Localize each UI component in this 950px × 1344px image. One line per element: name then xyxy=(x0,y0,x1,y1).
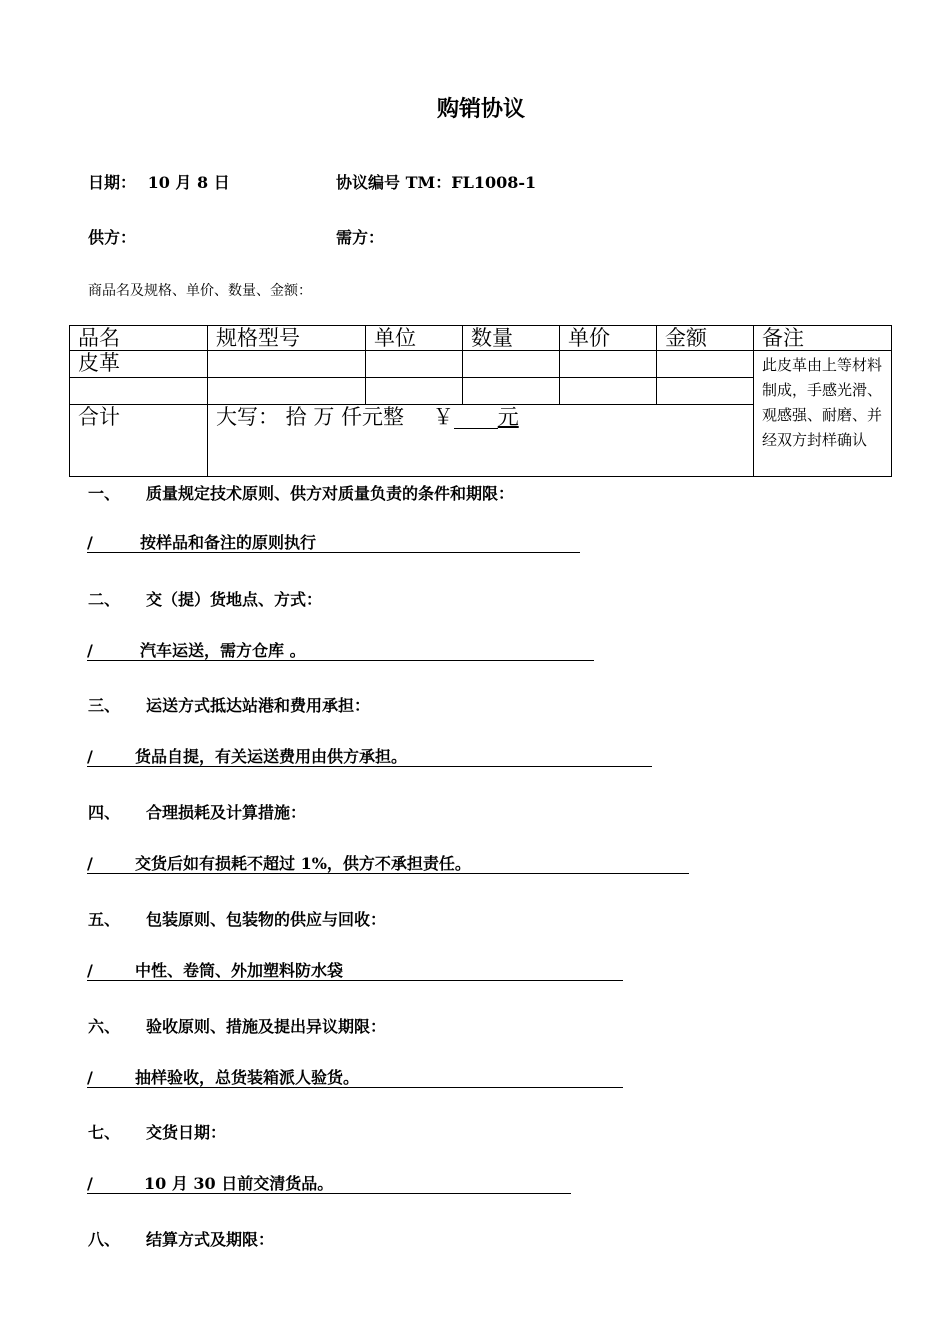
clause-6-answer: / 抽样验收，总货装箱派人验货。 xyxy=(87,1065,623,1088)
goods-intro: 商品名及规格、单价、数量、金额： xyxy=(88,283,312,299)
table-header-row xyxy=(70,326,892,351)
clause-4-title: 四、 合理损耗及计算措施： xyxy=(88,803,307,822)
clause-2-answer: / 汽车运送，需方仓库 。 xyxy=(87,638,594,661)
agreement-number-value: FL1008-1 xyxy=(451,173,537,192)
table-cell xyxy=(560,351,657,378)
currency-unit: 元 xyxy=(497,405,519,429)
clause-1-answer: / 按样品和备注的原则执行 xyxy=(87,530,580,553)
table-cell xyxy=(366,378,463,405)
clause-1-title: 一、 质量规定技术原则、供方对质量负责的条件和期限： xyxy=(88,484,515,503)
clause-3-title: 三、 运送方式抵达站港和费用承担： xyxy=(88,696,371,715)
table-cell xyxy=(560,378,657,405)
total-amount-words: 大写： 拾 万 仟元整 xyxy=(216,405,405,429)
total-amount-cell xyxy=(208,405,754,477)
buyer-label: 需方： xyxy=(336,228,385,247)
document-title: 购销协议 xyxy=(436,96,525,122)
clause-2-title: 二、 交（提）货地点、方式： xyxy=(88,590,323,609)
clause-5-title: 五、 包装原则、包装物的供应与回收： xyxy=(88,910,387,929)
header-cell-spec: 规格型号 xyxy=(208,326,366,351)
clause-5-answer: / 中性、卷筒、外加塑料防水袋 xyxy=(87,958,623,981)
table-cell xyxy=(208,351,366,378)
table-row xyxy=(70,351,892,378)
header-cell-quantity: 数量 xyxy=(463,326,560,351)
header-cell-name: 品名 xyxy=(70,326,208,351)
table-cell xyxy=(70,378,208,405)
table-cell: 皮革 xyxy=(70,351,208,378)
clause-6-title: 六、 验收原则、措施及提出异议期限： xyxy=(88,1017,387,1036)
clause-4-answer: / 交货后如有损耗不超过 1%，供方不承担责任。 xyxy=(87,851,689,874)
clause-8-title: 八、 结算方式及期限： xyxy=(88,1230,275,1249)
amount-blank xyxy=(454,406,498,429)
currency-symbol: ￥ xyxy=(432,405,454,429)
header-cell-price: 单价 xyxy=(560,326,657,351)
date-label: 日期： xyxy=(88,173,137,192)
remark-cell: 此皮革由上等材料制成，手感光滑、观感强、耐磨、并经双方封样确认 xyxy=(754,351,892,477)
date-line xyxy=(88,170,230,193)
agreement-number-label: 协议编号 TM： xyxy=(336,173,452,192)
total-label: 合计 xyxy=(70,405,208,477)
supplier-label: 供方： xyxy=(88,228,137,247)
table-cell xyxy=(657,351,754,378)
goods-table xyxy=(69,325,892,477)
header-cell-amount: 金额 xyxy=(657,326,754,351)
date-value: 10 月 8 日 xyxy=(147,173,230,192)
table-cell xyxy=(208,378,366,405)
clause-7-title: 七、 交货日期： xyxy=(88,1123,227,1142)
table-cell xyxy=(463,351,560,378)
table-cell xyxy=(366,351,463,378)
header-cell-remark: 备注 xyxy=(754,326,892,351)
header-cell-unit: 单位 xyxy=(366,326,463,351)
agreement-number xyxy=(336,170,536,193)
clause-3-answer: / 货品自提，有关运送费用由供方承担。 xyxy=(87,744,652,767)
table-cell xyxy=(463,378,560,405)
clause-7-answer: / 10 月 30 日前交清货品。 xyxy=(87,1171,571,1194)
table-cell xyxy=(657,378,754,405)
